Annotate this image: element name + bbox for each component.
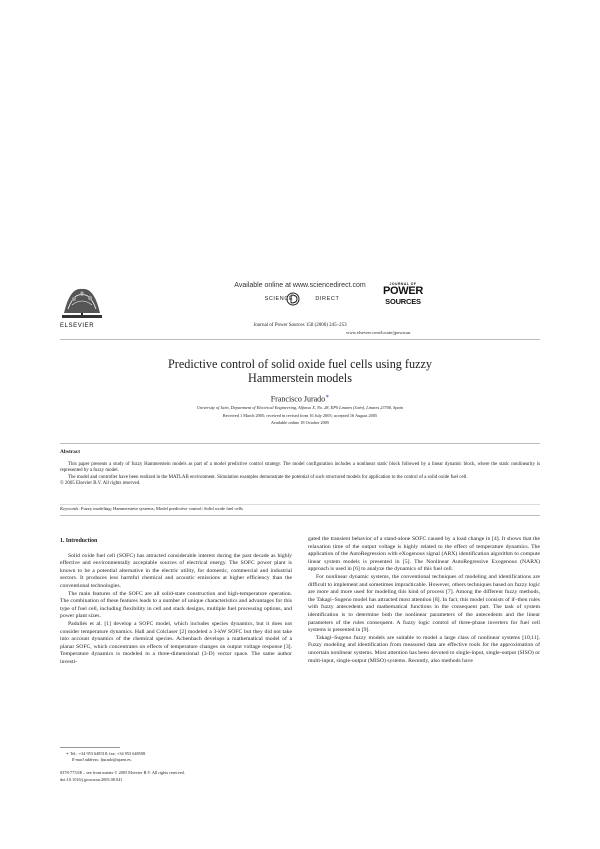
keywords-line [60,506,540,511]
keywords-divider [60,504,540,505]
body-top-divider [60,515,540,516]
abstract-paragraph-2: The model and controller have been realized in the MATLAB environment. Simulation examples demonstrate the potential of such structured models for application to the control of a solid oxide fuel cell. [68,474,468,480]
footnote-mark: ∗ [66,751,69,756]
available-online: Available online at www.sciencedirect.com [234,282,366,289]
intro-left-paragraph-3: Padullés et al. [1] develop a SOFC model, which includes species dynamics, but it does not consider temperature dynamics. Hall and Colclaser [2] modeled a 3-kW SOFC but they did not take into account dynamics of the chemical species. Achenbach develops a mathematical model of a planar SOFC, which concentrates on effects of temperature changes on output voltage response [3]. Temperature dynamics is modeled in a three-dimensional (3-D) vector space. The same author investi- [60,620,292,665]
intro-left-paragraph-2: The main features of the SOFC are all solid-state construction and high-temperature operation. The combination of these features leads to a number of unique characteristics and advantages for this type of fuel cell, including flexibility in cell and stack designs, multiple fuel processing options, and power plant sizes. [60,590,292,620]
article-title-line-1: Predictive control of solid oxide fuel cells using fuzzy [168,357,432,371]
abstract-heading: Abstract [60,449,81,455]
science-direct-logo [222,292,382,308]
abstract-paragraph-1: This paper presents a study of fuzzy Hammerstein models as part of a model predictive control strategy. The model configuration includes a nonlinear static block followed by a linear dynamic block, where the static nonlinearity is represented by a fuzzy model. [60,461,540,473]
intro-right-paragraph-3: Takagi–Sugeno fuzzy models are suitable to model a large class of nonlinear systems [10,11]. Fuzzy modeling and identification from measured data are effective tools for the approximation of uncertain nonlinear systems. Most attention has been devoted to single-input, single-output (SISO) or multi-input, single-output (MISO) systems. Recently, also methods have [308,634,540,664]
footer-doi[interactable]: doi:10.1016/j.jpowsour.2005.08.041 [60,777,123,782]
journal-citation: Journal of Power Sources 158 (2006) 245–253 [253,323,347,328]
footnote [60,751,292,763]
keywords-label: Keywords: [60,506,80,511]
footnote-email-line [60,757,292,763]
publisher-name: ELSEVIER [60,323,95,329]
article-title [80,357,520,385]
intro-left-paragraph-1: Solid oxide fuel cell (SOFC) has attracted considerable interest during the past decade as highly effective and environmentally acceptable sources of electrical energy. The SOFC power plant is known to be a potential alternative in the electric utility, for domestic, commercial and industrial sectors. It produces less harmful chemical and acoustic emissions at higher efficiency than the conventional technologies. [60,552,292,589]
author-line [150,393,450,404]
abstract-copyright: © 2005 Elsevier B.V. All rights reserved. [60,481,141,486]
footer-issn: 0378-7753/$ – see front matter © 2005 Elsevier B.V. All rights reserved. [60,770,185,775]
keywords-list: Fuzzy modeling; Hammerstein systems; Model predictive control; Solid oxide fuel cells [80,506,243,511]
footnote-contact: Tel.: +34 953 648518; fax: +34 953 648508. [69,751,147,756]
abstract-section [60,449,540,488]
journal-url[interactable]: www.elsevier.com/locate/jpowsour [346,330,411,335]
journal-logo-top: JOURNAL OF [389,282,417,286]
elsevier-tree-icon [60,283,104,319]
abstract-top-divider [60,443,540,444]
intro-heading: 1. Introduction [60,538,98,544]
journal-logo-sources: SOURCES [385,297,421,306]
author-name: Francisco Jurado [270,394,326,404]
article-title-line-2: Hammerstein models [248,371,352,385]
available-date: Available online 18 October 2005 [270,420,330,425]
intro-right-paragraph-2: For nonlinear dynamic systems, the conventional techniques of modeling and identifications are difficult to implement and sometimes impracticable. However, others techniques based on fuzzy logic are more and more used for modeling this kind of process [7]. Among the different fuzzy methods, the Takagi–Sugeno model has attracted most attention [8]. In fact, this model consists of if–then rules with fuzzy antecedents and mathematical functions in the consequent part. The task of system identification is to determine both the nonlinear parameters of the antecedents and the linear parameters of the rules consequent. A fuzzy logic control of three-phase inverters for fuel cell systems is presented in [9]. [308,573,540,634]
intro-right-paragraph-1: gated the transient behavior of a stand-alone SOFC caused by a load change in [4]. It shows that the relaxation time of the output voltage is highly related to the effect of temperature dynamics. The application of the AutoRegression with eXogenous signal (ARX) identification algorithm to compute linear system models is presented in [5]. The Nonlinear AutoRegressive Exogenous (NARX) approach is used in [6] to analyze the dynamics of this fuel cell. [308,536,540,573]
intro-right-column [308,536,540,665]
footnote-email-label: E-mail address: [72,757,100,762]
elsevier-logo [60,283,104,329]
footnote-email[interactable]: fjurado@ujaen.es. [100,757,132,762]
footnote-rule [60,747,120,748]
journal-logo [378,282,428,322]
affiliation: University of Jaén, Department of Electrical Engineering, Alfonso X, No. 28, EPS Linares (Jaén), Linares 23700, Spain [197,405,403,410]
header-divider [60,339,540,340]
journal-logo-power: POWER [382,285,424,297]
author-footnote-mark[interactable]: ∗ [325,394,330,400]
intro-left-column [60,538,292,667]
science-direct-text: SCIENCE DIRECT [264,296,340,302]
received-dates: Received 1 March 2005; received in revised form 16 July 2005; accepted 16 August 2005 [222,413,378,418]
